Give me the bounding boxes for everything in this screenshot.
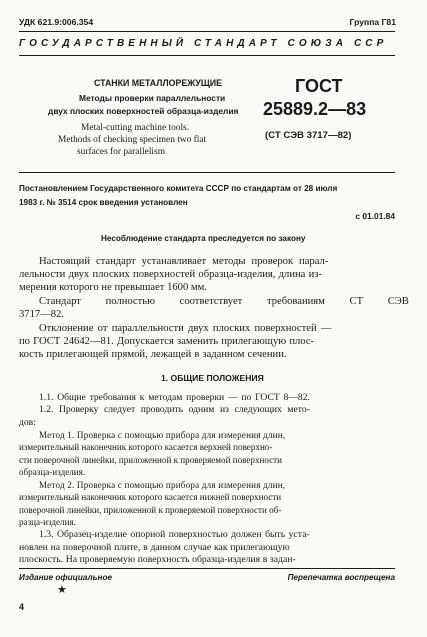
text-line: измерительный наконечник которого касается нижней поверхности <box>19 492 282 503</box>
section-heading: 1. ОБЩИЕ ПОЛОЖЕНИЯ <box>161 373 264 383</box>
text-line: Отклонение от параллельности двух плоских поверхностей — <box>39 323 332 334</box>
text-line: измерительный наконечник которого касается верхней поверхно- <box>19 442 273 453</box>
gost-number: 25889.2—83 <box>263 99 367 119</box>
text-line: мерения которого не превышает 1600 мм. <box>19 282 207 293</box>
title-ru-sub-2: двух плоских поверхностей образца-изделия <box>48 106 239 116</box>
text-line: 1.3. Образец-изделие опорной поверхностью должен быть уста- <box>39 529 310 540</box>
header-rule-top <box>19 31 395 32</box>
decree-line-2: 1983 г. № 3514 срок введения установлен <box>19 198 188 207</box>
title-en-2: Methods of checking specimen two flat <box>58 135 207 145</box>
intro-paragraph-3 <box>19 322 399 361</box>
effective-date: с 01.01.84 <box>355 211 395 221</box>
title-en-1: Metal-cutting machine tools. <box>81 123 190 133</box>
decree-line-1: Постановлением Государственного комитета СССР по стандартам от 28 июля <box>19 184 338 193</box>
intro-paragraph-2 <box>19 295 409 321</box>
text-line: плоскость. На проверяемую поверхность образца-изделия в задан- <box>19 554 296 566</box>
text-line: разца-изделия. <box>19 517 76 528</box>
text-line: 1.1. Общие требования к методам проверки — по ГОСТ 8—82. <box>39 392 310 403</box>
star-icon: ★ <box>57 584 67 596</box>
text-line: Метод 2. Проверка с помощью прибора для измерения длин, <box>39 480 286 490</box>
text-line: лельности двух плоских поверхностей образца-изделия, длина из- <box>19 269 323 280</box>
header-rule-bottom <box>19 55 395 56</box>
text-line: кость прилегающей прямой, лежащей в заданном сечении. <box>19 349 287 360</box>
footer-rule <box>19 568 395 569</box>
text-line: дов: <box>19 416 36 428</box>
text-line: поверочной линейки, приложенной к проверяемой поверхности об- <box>19 504 282 515</box>
reprint-notice: Перепечатка воспрещена <box>287 573 395 582</box>
method-1 <box>19 429 399 479</box>
text-line: сти поверочной линейки, приложенной к проверяемой поверхности <box>19 454 283 465</box>
title-divider <box>19 172 395 173</box>
text-line: Стандарт полностью соответствует требованиям СТ СЭВ <box>39 296 409 307</box>
clause-1-2 <box>19 404 399 429</box>
text-line: 1.2. Проверку следует проводить одним из следующих мето- <box>39 404 310 415</box>
official-edition: Издание официальное <box>19 573 112 582</box>
clause-1-3 <box>19 529 399 567</box>
clause-1-1 <box>19 392 399 405</box>
page-number: 4 <box>19 602 25 612</box>
text-line: новлен на поверочной плите, в данном случае как прилегающую <box>19 541 290 553</box>
text-line: образца-изделия. <box>19 467 86 478</box>
text-line: 3717—82. <box>19 309 65 320</box>
text-line: Метод 1. Проверка с помощью прибора для измерения длин, <box>39 430 286 440</box>
text-line: по ГОСТ 24642—81. Допускается заменить прилегающую плос- <box>19 336 315 347</box>
title-en-3: surfaces for parallelism <box>77 147 165 157</box>
st-sev-reference: (СТ СЭВ 3717—82) <box>265 130 352 141</box>
udk-code: УДК 621.9:006.354 <box>19 17 94 27</box>
method-2 <box>19 479 399 529</box>
standard-banner: ГОСУДАРСТВЕННЫЙ СТАНДАРТ СОЮЗА ССР <box>19 38 388 49</box>
title-ru-main: СТАНКИ МЕТАЛЛОРЕЖУЩИЕ <box>94 78 222 88</box>
gost-label: ГОСТ <box>295 76 343 96</box>
intro-paragraph-1 <box>19 255 399 294</box>
title-ru-sub-1: Методы проверки параллельности <box>79 93 226 103</box>
text-line: Настоящий стандарт устанавливает методы проверок парал- <box>39 256 329 267</box>
legal-warning: Несоблюдение стандарта преследуется по закону <box>101 234 306 243</box>
group-code: Группа Г81 <box>349 17 396 27</box>
